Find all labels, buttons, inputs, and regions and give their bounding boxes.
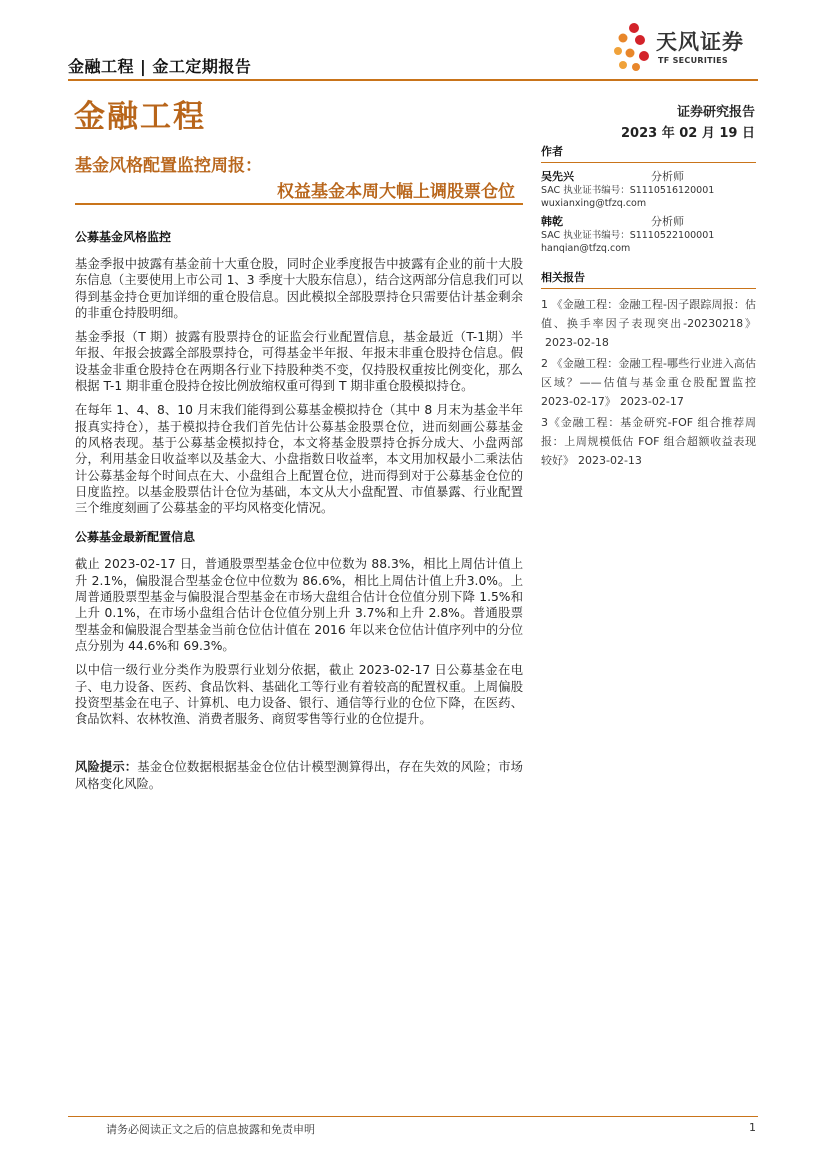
paragraph-3: 在每年 1、4、8、10 月末我们能得到公募基金模拟持仓（其中 8 月末为基金半年报真实持仓），基于模拟持仓我们首先估计公募基金股票仓位，进而刻画公募基金的风格表现。基于公募基金模拟持仓，本文将基金股票持仓拆分成大、小盘两部分，利用基金日收益率以及基金大、小盘指数日收益率，本文用加权最小二乘法估计公募基金每个时间点在大、小盘组合上配置仓位，进而得到对于公募基金仓位的日度监控。以基金股票估计仓位为基础，本文从大小盘配置、市值暴露、行业配置三个维度刻画了公募基金的平均风格变化情况。 (75, 403, 523, 516)
logo-name-en: TF SECURITIES (658, 56, 728, 65)
author-cert: SAC 执业证书编号：S1110516120001 (541, 185, 715, 196)
brand-subcategory: 金工定期报告 (152, 57, 252, 76)
sidebar (541, 143, 756, 472)
footer-disclaimer: 请务必阅读正文之后的信息披露和免责申明 (106, 1123, 315, 1136)
related-report-title: 3《金融工程：基金研究-FOF 组合推荐周报：上周规模低估 FOF 组合超额收益表现较好》 (541, 416, 756, 467)
related-heading: 相关报告 (541, 269, 756, 289)
related-report-date: 2023-02-13 (578, 454, 642, 467)
page-number: 1 (749, 1121, 756, 1134)
brand-category: 金融工程 (68, 57, 135, 76)
report-date: 2023 年 02 月 19 日 (621, 126, 755, 141)
report-headline-line1: 基金风格配置监控周报： (75, 156, 262, 176)
paragraph-4: 截止 2023-02-17 日，普通股票型基金仓位中位数为 88.3%，相比上周估计值上升 2.1%，偏股混合型基金仓位中位数为 86.6%，相比上周估计值上升3.0%。上周普通股票型基金与偏股混合型基金在市场大盘组合估计仓位值分别下降 1.5%和上升 0.1%，在市场小盘组合估计仓位值分别上升 3.7%和上升 2.8%。普通股票型基金和偏股混合型基金当前仓位估计值在 2016 年以来仓位估计值序列中的分位点分别为 44.6%和 69.3%。 (75, 557, 523, 653)
related-report-link[interactable] (541, 295, 756, 352)
brand-separator: | (140, 57, 147, 76)
author-cert: SAC 执业证书编号：S1110522100001 (541, 230, 715, 241)
related-report-title: 2 《金融工程：金融工程-哪些行业进入高估区域？——估值与基金重仓股配置监控 2023-02-17》 (541, 357, 756, 408)
paragraph-5: 以中信一级行业分类作为股票行业划分依据，截止 2023-02-17 日公募基金在电子、电力设备、医药、食品饮料、基础化工等行业有着较高的配置权重。上周偏股投资型基金在电子、计算机、电力设备、银行、通信等行业的仓位下降，在医药、食品饮料、农林牧渔、消费者服务、商贸零售等行业的仓位提升。 (75, 663, 523, 727)
risk-warning (75, 759, 523, 792)
brand-breadcrumb (68, 54, 251, 77)
authors-heading: 作者 (541, 143, 756, 163)
footer-divider (68, 1116, 758, 1117)
author-name: 吴先兴 (541, 170, 574, 183)
headline-divider (75, 203, 523, 205)
paragraph-1: 基金季报中披露有基金前十大重仓股，同时企业季度报告中披露有企业的前十大股东信息（主要使用上市公司 1、3 季度十大股东信息），结合这两部分信息我们可以得到基金持仓更加详细的重仓股信息。因此模拟全部股票持仓只需要估计基金剩余的非重仓持股明细。 (75, 257, 523, 320)
related-report-date: 2023-02-17 (619, 395, 684, 408)
author-name: 韩乾 (541, 215, 563, 228)
related-report-link[interactable] (541, 413, 756, 470)
risk-text: 基金仓位数据根据基金仓位估计模型测算得出，存在失效的风险；市场风格变化风险。 (75, 760, 523, 791)
related-report-date: 2023-02-18 (545, 336, 609, 349)
header-divider (68, 79, 758, 81)
logo-mark-icon (612, 20, 656, 72)
related-report-link[interactable] (541, 354, 756, 411)
author-email[interactable]: hanqian@tfzq.com (541, 243, 631, 254)
author-role: 分析师 (651, 170, 684, 183)
risk-label: 风险提示： (75, 760, 138, 775)
company-logo (612, 18, 762, 74)
author-email[interactable]: wuxianxing@tfzq.com (541, 198, 647, 209)
related-report-title: 1 《金融工程：金融工程-因子跟踪周报：估值、换手率因子表现突出-20230218》 (541, 298, 756, 330)
section-title-latest-allocation: 公募基金最新配置信息 (75, 530, 196, 545)
author-card (541, 214, 756, 255)
logo-name-cn: 天风证券 (656, 30, 744, 54)
author-card (541, 169, 756, 210)
author-role: 分析师 (651, 215, 684, 228)
page-title: 金融工程 (74, 99, 206, 135)
related-reports (541, 269, 756, 470)
report-headline-line2: 权益基金本周大幅上调股票仓位 (277, 182, 515, 202)
main-content (75, 228, 523, 800)
section-title-style-monitor: 公募基金风格监控 (75, 230, 172, 244)
report-type: 证券研究报告 (676, 105, 755, 120)
paragraph-2: 基金季报（T 期）披露有股票持仓的证监会行业配置信息，基金最近（T-1期）半年报、年报会披露全部股票持仓，可得基金半年报、年报末非重仓股持仓信息。假设基金非重仓股持仓在两期各行业下持股种类不变，仅持股权重按比例变化，那么根据 T-1 期非重仓股持仓按比例放缩权重可得到 T 期非重仓股模拟持仓。 (75, 330, 523, 394)
